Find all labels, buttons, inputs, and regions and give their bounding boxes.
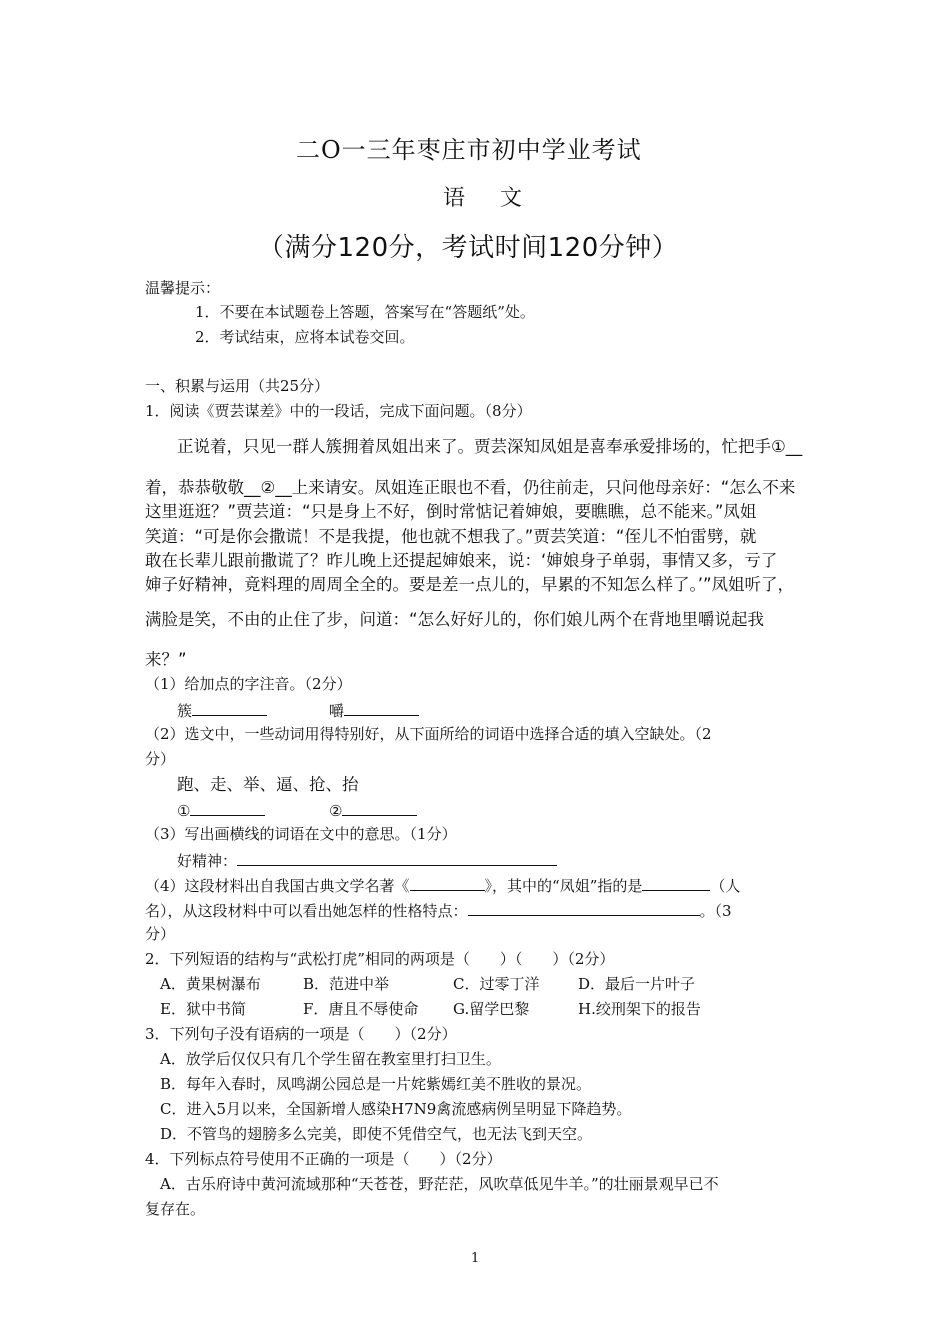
answer-blank — [192, 700, 267, 716]
blank-mark: ① — [177, 802, 191, 820]
option: G.留学巴黎 — [453, 1000, 530, 1018]
tip-item: 1．不要在本试题卷上答题，答案写在“答题纸”处。 — [195, 303, 535, 321]
option: D．不管鸟的翅膀多么完美，即使不凭借空气，也无法飞到天空。 — [160, 1125, 593, 1143]
fill-blank-1 — [177, 800, 265, 820]
blank-mark: ② — [329, 802, 343, 820]
sub4-line — [145, 900, 732, 920]
passage-line: 着，恭恭敬敬__②__上来请安。凤姐连正眼也不看，仍往前走，只问他母亲好：“怎么不来 — [145, 478, 796, 497]
option: E．狱中书简 — [160, 1000, 246, 1018]
passage-line: 婶子好精神，竟料理的周周全全的。要是差一点儿的，早累的不知怎么样了。’”凤姐听了， — [145, 575, 795, 594]
sub4-text: 。（3 — [699, 902, 732, 920]
exam-title: 二O一三年枣庄市初中学业考试 — [296, 136, 642, 164]
pinyin-char: 嚼 — [329, 702, 345, 720]
sub3-stem: （3）写出画横线的词语在文中的意思。（1分） — [145, 825, 457, 843]
passage-line: 笑道：“可是你会撒谎！不是我提，他也就不想我了。”贾芸笑道：“侄儿不怕雷劈，就 — [145, 527, 757, 546]
option: C．进入5月以来，全国新增人感染H7N9禽流感病例呈明显下降趋势。 — [160, 1100, 632, 1118]
meaning-label: 好精神： — [177, 852, 238, 870]
sub4-text: （人 — [710, 877, 741, 895]
option: A．放学后仅仅只有几个学生留在教室里打扫卫生。 — [160, 1050, 501, 1068]
subject-title: 语 文 — [443, 186, 536, 211]
word-choices: 跑、走、举、逼、抢、抬 — [177, 775, 359, 794]
option: B．范进中举 — [303, 975, 390, 993]
option: B．每年入春时，凤鸣湖公园总是一片姹紫嫣红美不胜收的景况。 — [160, 1075, 592, 1093]
tips-label: 温馨提示： — [145, 279, 221, 297]
answer-blank — [342, 800, 417, 816]
option: A．古乐府诗中黄河流域那种“天苍苍，野茫茫，风吹草低见牛羊。”的壮丽景观早已不 — [160, 1175, 719, 1193]
page-number: 1 — [471, 1251, 480, 1266]
sub4-line — [145, 875, 740, 895]
sub4-text: 名），从这段材料中可以看出她怎样的性格特点： — [145, 902, 468, 920]
answer-blank — [468, 900, 700, 916]
question-1-stem: 1．阅读《贾芸谋差》中的一段话，完成下面问题。（8分） — [145, 402, 532, 420]
option: C．过零丁洋 — [453, 975, 540, 993]
option: D．最后一片叶子 — [578, 975, 696, 993]
option: H.绞刑架下的报告 — [578, 1000, 701, 1018]
passage-line: 敢在长辈儿跟前撒谎了？昨儿晚上还提起婶娘来，说：‘婶娘身子单弱，事情又多，亏了 — [145, 551, 778, 570]
tip-item: 2．考试结束，应将本试卷交回。 — [195, 328, 415, 346]
pinyin-blank-2 — [329, 700, 419, 720]
question-4-stem: 4．下列标点符号使用不正确的一项是（ ）（2分） — [145, 1150, 502, 1168]
sub4-text: 》，其中的“凤姐”指的是 — [484, 877, 643, 895]
pinyin-blank-1 — [177, 700, 267, 720]
option-cont: 复存在。 — [145, 1200, 206, 1218]
passage-line: 这里逛逛？”贾芸道：“只是身上不好，倒时常惦记着婶娘，要瞧瞧，总不能来。”凤姐 — [145, 502, 757, 521]
sub4-line: 分） — [145, 925, 176, 943]
passage-line: 满脸是笑，不由的止住了步，问道：“怎么好好儿的，你们娘儿两个在背地里嚼说起我 — [145, 610, 765, 629]
fill-blank-2 — [329, 800, 417, 820]
meaning-blank — [177, 850, 557, 870]
answer-blank — [642, 875, 710, 891]
exam-note: （满分120分，考试时间120分钟） — [258, 233, 679, 263]
pinyin-char: 簇 — [177, 702, 193, 720]
sub1-stem: （1）给加点的字注音。（2分） — [145, 675, 352, 693]
answer-blank — [410, 875, 485, 891]
question-2-stem: 2．下列短语的结构与“武松打虎”相同的两项是（ ）（ ）（2分） — [145, 950, 615, 968]
section-heading: 一、积累与运用（共25分） — [145, 377, 330, 395]
sub2-stem: （2）选文中，一些动词用得特别好，从下面所给的词语中选择合适的填入空缺处。（2 — [145, 725, 712, 743]
answer-blank — [190, 800, 265, 816]
answer-blank — [344, 700, 419, 716]
option: F．唐且不辱使命 — [303, 1000, 419, 1018]
question-3-stem: 3．下列句子没有语病的一项是（ ）（2分） — [145, 1025, 457, 1043]
passage-line: 来？” — [145, 650, 187, 669]
answer-blank — [237, 850, 557, 866]
option: A．黄果树瀑布 — [160, 975, 261, 993]
passage-line: 正说着，只见一群人簇拥着凤姐出来了。贾芸深知凤姐是喜奉承爱排场的，忙把手①__ — [177, 437, 803, 456]
sub2-stem-cont: 分） — [145, 750, 176, 768]
sub4-text: （4）这段材料出自我国古典文学名著《 — [145, 877, 410, 895]
